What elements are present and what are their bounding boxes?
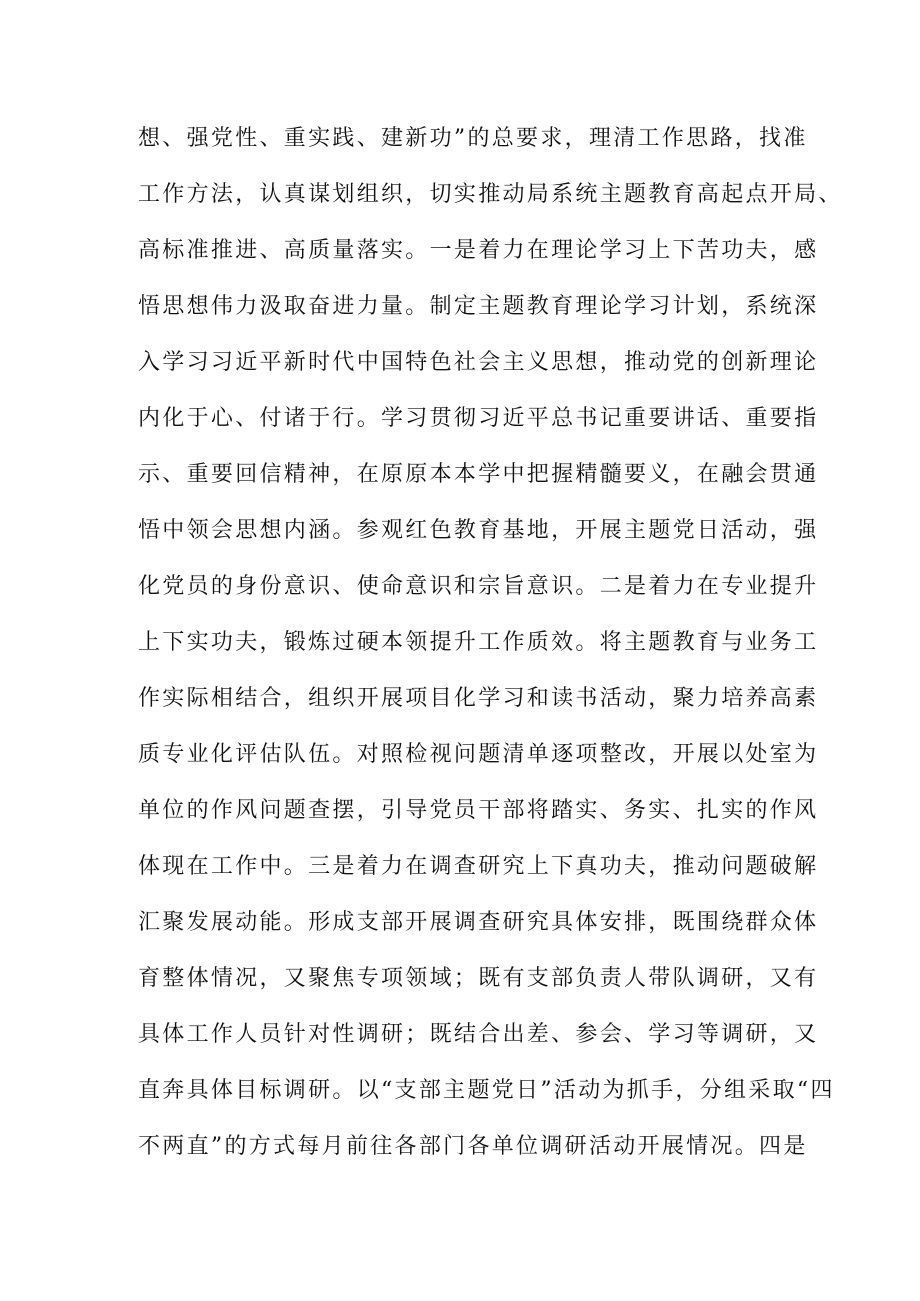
- text-line: 具体工作人员针对性调研；既结合出差、参会、学习等调研，又: [138, 1022, 819, 1047]
- text-line: 不两直”的方式每月前往各部门各单位调研活动开展情况。四是: [138, 1134, 808, 1159]
- text-line: 上下实功夫，锻炼过硬本领提升工作质效。将主题教育与业务工: [138, 630, 819, 655]
- text-line: 直奔具体目标调研。以“支部主题党日”活动为抓手，分组采取“四: [138, 1078, 835, 1103]
- text-line: 作实际相结合，组织开展项目化学习和读书活动，聚力培养高素: [138, 686, 819, 711]
- text-line: 示、重要回信精神，在原原本本学中把握精髓要义，在融会贯通: [138, 462, 819, 487]
- body-paragraph: [138, 118, 843, 1182]
- text-line: 悟中领会思想内涵。参观红色教育基地，开展主题党日活动，强: [138, 518, 819, 543]
- text-line: 汇聚发展动能。形成支部开展调查研究具体安排，既围绕群众体: [138, 910, 819, 935]
- text-line: 高标准推进、高质量落实。一是着力在理论学习上下苦功夫，感: [138, 238, 819, 263]
- text-line: 想、强党性、重实践、建新功”的总要求，理清工作思路，找准: [138, 126, 808, 151]
- text-line: 工作方法，认真谋划组织，切实推动局系统主题教育高起点开局、: [138, 182, 843, 207]
- text-line: 质专业化评估队伍。对照检视问题清单逐项整改，开展以处室为: [138, 742, 819, 767]
- text-line: 内化于心、付诸于行。学习贯彻习近平总书记重要讲话、重要指: [138, 406, 819, 431]
- text-line: 悟思想伟力汲取奋进力量。制定主题教育理论学习计划，系统深: [138, 294, 819, 319]
- text-line: 化党员的身份意识、使命意识和宗旨意识。二是着力在专业提升: [138, 574, 819, 599]
- text-line: 体现在工作中。三是着力在调查研究上下真功夫，推动问题破解: [138, 854, 819, 879]
- text-line: 育整体情况，又聚焦专项领域；既有支部负责人带队调研，又有: [138, 966, 819, 991]
- text-line: 单位的作风问题查摆，引导党员干部将踏实、务实、扎实的作风: [138, 798, 819, 823]
- text-line: 入学习习近平新时代中国特色社会主义思想，推动党的创新理论: [138, 350, 819, 375]
